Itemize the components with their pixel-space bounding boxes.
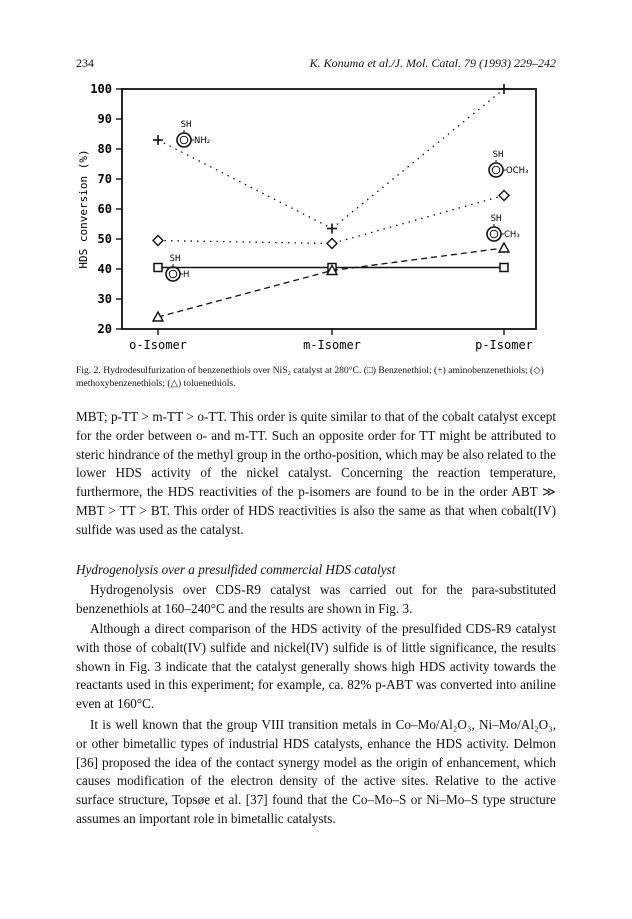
- series-line-diamond: [158, 196, 504, 244]
- sh-label: SH: [180, 120, 192, 130]
- paragraph-2-text: Hydrogenolysis over CDS-R9 catalyst was carried out for the para-substituted benzenethiols at 160–240°C and the results are shown in Fig. 3.: [76, 582, 556, 616]
- data-point-plus: [327, 224, 337, 234]
- benzene-ring-icon: [487, 227, 501, 241]
- x-tick-label: o-Isomer: [129, 338, 187, 352]
- body-paragraph-2: [76, 581, 556, 619]
- y-tick-label: 90: [97, 112, 112, 126]
- x-tick-label: p-Isomer: [475, 338, 533, 352]
- benzene-ring-icon: [489, 163, 503, 177]
- aminobenzenethiol-structure: [177, 120, 210, 147]
- data-point-triangle: [499, 243, 509, 252]
- x-tick-label: m-Isomer: [303, 338, 361, 352]
- running-head: K. Konuma et al./J. Mol. Catal. 79 (1993) 229–242: [309, 56, 556, 70]
- y-tick-label: 40: [97, 262, 112, 276]
- chart-series: [153, 84, 509, 321]
- y-tick-label: 80: [97, 142, 112, 156]
- data-point-square: [500, 264, 508, 272]
- sh-label: SH: [490, 214, 502, 224]
- methoxybenzenethiol-structure: [489, 150, 528, 177]
- figure-caption: Fig. 2. Hydrodesulfurization of benzenethiols over NiS₂ catalyst at 280°C. (□) Benzenethiol; (+) aminobenzenethiols; (◇) methoxybenzenethiols; (△) toluenethiols.: [76, 365, 544, 389]
- body-paragraph-3: [76, 620, 556, 714]
- substituent-label: CH₃: [504, 230, 520, 240]
- y-tick-label: 60: [97, 202, 112, 216]
- paragraph-1-text: MBT; p-TT > m-TT > o-TT. This order is quite similar to that of the cobalt catalyst except for the order between o- and m-TT. Such an opposite order for TT might be attributed to steric hindrance of the methyl group in the ortho-position, which may be also related to the lower HDS activity of the nickel catalyst. Concerning the reaction temperature, furthermore, the HDS reactivities of the p-isomers are found to be in the order ABT ≫ MBT > TT > BT. This order of HDS reactivities is also the same as that when cobalt(IV) sulfide was used as the catalyst.: [76, 409, 556, 537]
- y-tick-label: 20: [97, 322, 112, 336]
- paragraph-3-text: Although a direct comparison of the HDS activity of the presulfided CDS-R9 catalyst with those of cobalt(IV) sulfide and nickel(IV) sulfide is of little significance, the results shown in Fig. 3 indicate that the catalyst generally shows high HDS activity towards the reactants used in this experiment; for example, ca. 82% p-ABT was converted into aniline even at 160°C.: [76, 621, 556, 712]
- data-point-diamond: [499, 191, 509, 201]
- paragraph-4-text: It is well known that the group VIII transition metals in Co–Mo/Al₂O₃, Ni–Mo/Al₂O₃, or other bimetallic types of industrial HDS catalysts, enhance the HDS activity. Delmon [36] proposed the idea of the contact synergy model as the origin of enhancement, which causes modification of the electron density of the active sites. Relative to the active surface structure, Topsøe et al. [37] found that the Co–Mo–S or Ni–Mo–S type structure assumes an important role in bimetallic catalysts.: [76, 717, 556, 826]
- toluenethiol-structure: [487, 214, 520, 241]
- substituent-label: NH₂: [194, 136, 211, 146]
- y-tick-label: 100: [90, 82, 112, 96]
- y-tick-label: 50: [97, 232, 112, 246]
- body-paragraph-4: [76, 716, 556, 829]
- substituent-label: H: [183, 270, 190, 280]
- benzene-ring-icon: [177, 133, 191, 147]
- data-point-square: [154, 264, 162, 272]
- y-axis-label: HDS conversion (%): [77, 149, 90, 269]
- data-point-plus: [153, 135, 163, 145]
- series-line-plus: [158, 89, 504, 229]
- chart-axes: [77, 82, 536, 352]
- y-tick-label: 30: [97, 292, 112, 306]
- data-point-diamond: [327, 239, 337, 249]
- series-line-triangle: [158, 248, 504, 317]
- substituent-label: OCH₃: [506, 166, 529, 176]
- figure-2: [76, 76, 556, 356]
- section-heading: Hydrogenolysis over a presulfided commercial HDS catalyst: [76, 562, 396, 577]
- chemical-structures: [166, 120, 528, 281]
- benzene-ring-icon: [166, 267, 180, 281]
- hds-conversion-chart: [76, 76, 556, 356]
- body-paragraph-1: [76, 408, 556, 540]
- sh-label: SH: [169, 254, 181, 264]
- sh-label: SH: [492, 150, 504, 160]
- y-tick-label: 70: [97, 172, 112, 186]
- page-number: 234: [76, 56, 94, 70]
- data-point-plus: [499, 84, 509, 94]
- data-point-diamond: [153, 236, 163, 246]
- page-header: [76, 56, 556, 76]
